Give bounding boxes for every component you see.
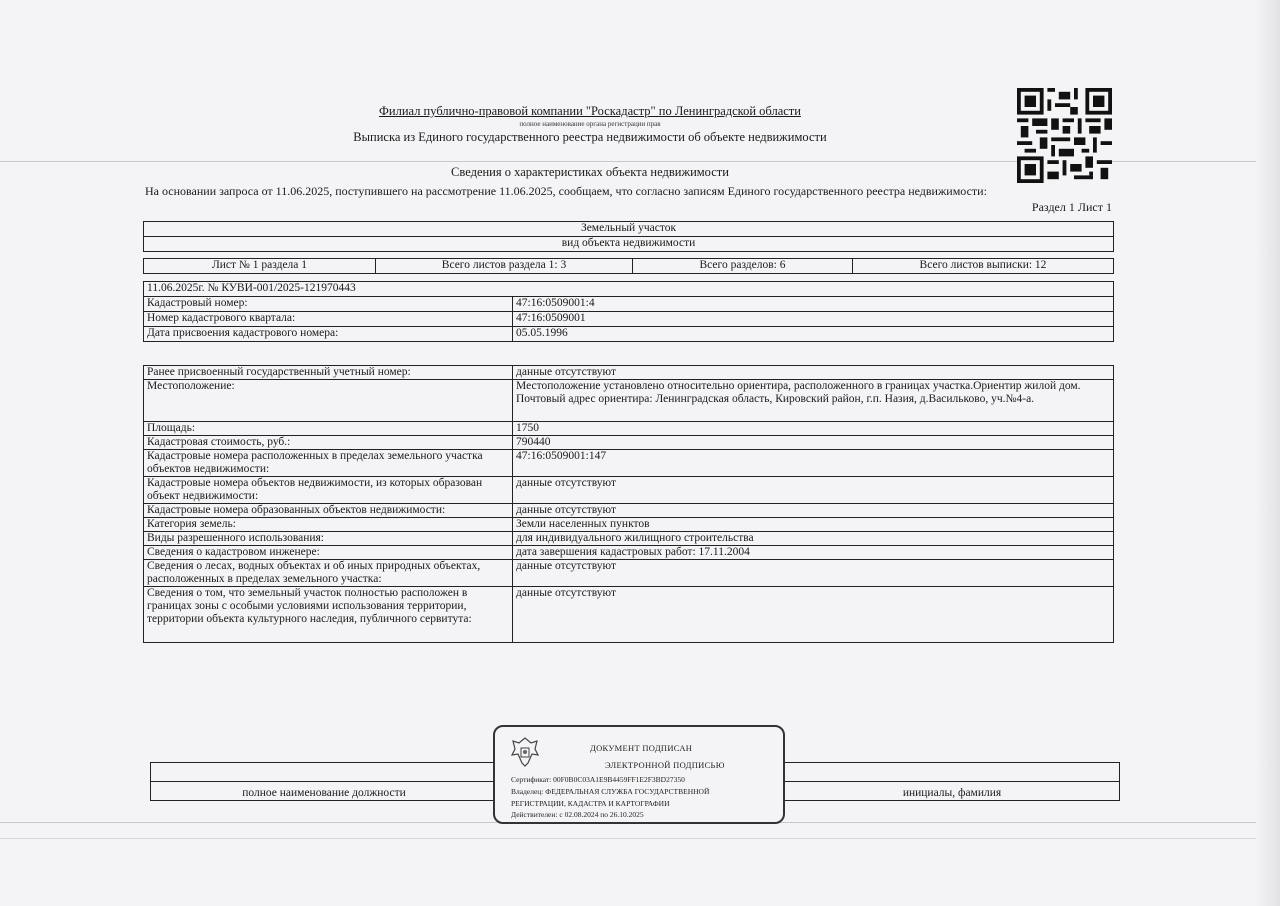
extract-subtitle: Сведения о характеристиках объекта недвижимости — [451, 165, 729, 179]
row-label: Местоположение: — [144, 380, 513, 422]
table-row — [144, 297, 1114, 312]
row-value: Земли населенных пунктов — [513, 518, 1114, 532]
row-label: Кадастровые номера объектов недвижимости, из которых образован объект недвижимости: — [144, 477, 513, 504]
table-row — [144, 422, 1114, 436]
stamp-validity: Действителен: с 02.08.2024 по 26.10.2025 — [511, 810, 644, 819]
table-row — [144, 436, 1114, 450]
coat-of-arms-icon — [509, 735, 541, 769]
total-sheets-section: Всего листов раздела 1: 3 — [376, 259, 633, 274]
extract-title: Выписка из Единого государственного реестра недвижимости об объекте недвижимости — [353, 130, 827, 144]
table-row — [144, 450, 1114, 477]
row-label: Сведения о лесах, водных объектах и об иных природных объектах, расположенных в пределах земельного участка: — [144, 560, 513, 587]
table-row — [144, 312, 1114, 327]
row-label: Дата присвоения кадастрового номера: — [144, 327, 513, 342]
table-row — [144, 504, 1114, 518]
sheet-counts-table — [143, 258, 1114, 274]
row-value: 1750 — [513, 422, 1114, 436]
scan-edge — [1256, 0, 1280, 906]
row-value: 05.05.1996 — [513, 327, 1114, 342]
object-type-table — [143, 221, 1114, 252]
table-row — [144, 477, 1114, 504]
row-label: Кадастровые номера образованных объектов недвижимости: — [144, 504, 513, 518]
row-value: дата завершения кадастровых работ: 17.11.2004 — [513, 546, 1114, 560]
position-caption: полное наименование должности — [151, 782, 498, 801]
stamp-subheading: ЭЛЕКТРОННОЙ ПОДПИСЬЮ — [605, 760, 725, 770]
row-label: Кадастровый номер: — [144, 297, 513, 312]
stamp-certificate: Сертификат: 00F0B0C03A1E9B4459FF1E2F3BD27350 — [511, 775, 685, 784]
table-row — [144, 560, 1114, 587]
row-value: данные отсутствуют — [513, 477, 1114, 504]
row-value: 790440 — [513, 436, 1114, 450]
row-value: 47:16:0509001 — [513, 312, 1114, 327]
details-table — [143, 365, 1114, 643]
row-value: Местоположение установлено относительно ориентира, расположенного в границах участка.Ориентир жилой дом. Почтовый адрес ориентира: Ленинградская область, Кировский район, г.п. Назия, д.Васильково, уч.№4-а. — [513, 380, 1114, 422]
row-value: 47:16:0509001:4 — [513, 297, 1114, 312]
row-value: данные отсутствуют — [513, 504, 1114, 518]
table-row — [144, 587, 1114, 643]
table-row — [144, 380, 1114, 422]
row-label: Виды разрешенного использования: — [144, 532, 513, 546]
row-value: для индивидуального жилищного строительства — [513, 532, 1114, 546]
stamp-heading: ДОКУМЕНТ ПОДПИСАН — [590, 743, 693, 753]
table-row — [144, 366, 1114, 380]
stamp-owner: Владелец: ФЕДЕРАЛЬНАЯ СЛУЖБА ГОСУДАРСТВЕННОЙ — [511, 787, 710, 796]
object-type-caption: вид объекта недвижимости — [144, 237, 1114, 252]
document-number: 11.06.2025г. № КУВИ-001/2025-121970443 — [144, 282, 1114, 297]
qr-code-icon — [1017, 88, 1112, 183]
row-label: Кадастровые номера расположенных в пределах земельного участка объектов недвижимости: — [144, 450, 513, 477]
row-label: Сведения о кадастровом инженере: — [144, 546, 513, 560]
sheet-number: Лист № 1 раздела 1 — [144, 259, 376, 274]
table-row — [144, 546, 1114, 560]
table-row — [144, 327, 1114, 342]
row-label: Площадь: — [144, 422, 513, 436]
total-sections: Всего разделов: 6 — [633, 259, 853, 274]
row-label: Номер кадастрового квартала: — [144, 312, 513, 327]
org-name: Филиал публично-правовой компании "Роскадастр" по Ленинградской области — [379, 104, 801, 118]
row-label: Категория земель: — [144, 518, 513, 532]
table-row — [144, 518, 1114, 532]
row-value: данные отсутствуют — [513, 366, 1114, 380]
row-value: данные отсутствуют — [513, 587, 1114, 643]
stamp-owner-cont: РЕГИСТРАЦИИ, КАДАСТРА И КАРТОГРАФИИ — [511, 799, 670, 808]
table-row — [144, 532, 1114, 546]
row-label: Сведения о том, что земельный участок полностью расположен в границах зоны с особыми условиями использования территории, территории объекта культурного наследия, публичного сервитута: — [144, 587, 513, 643]
electronic-signature-stamp — [493, 725, 785, 824]
total-sheets-extract: Всего листов выписки: 12 — [853, 259, 1114, 274]
request-basis: На основании запроса от 11.06.2025, поступившего на рассмотрение 11.06.2025, сообщаем, что согласно записям Единого государственного реестра недвижимости: — [145, 184, 987, 198]
section-sheet-number: Раздел 1 Лист 1 — [1031, 200, 1112, 214]
org-name-caption: полное наименование органа регистрации прав — [519, 120, 661, 128]
object-type: Земельный участок — [144, 222, 1114, 237]
row-value: данные отсутствуют — [513, 560, 1114, 587]
row-label: Кадастровая стоимость, руб.: — [144, 436, 513, 450]
name-caption: инициалы, фамилия — [785, 782, 1120, 801]
main-info-table — [143, 281, 1114, 342]
row-value: 47:16:0509001:147 — [513, 450, 1114, 477]
row-label: Ранее присвоенный государственный учетный номер: — [144, 366, 513, 380]
